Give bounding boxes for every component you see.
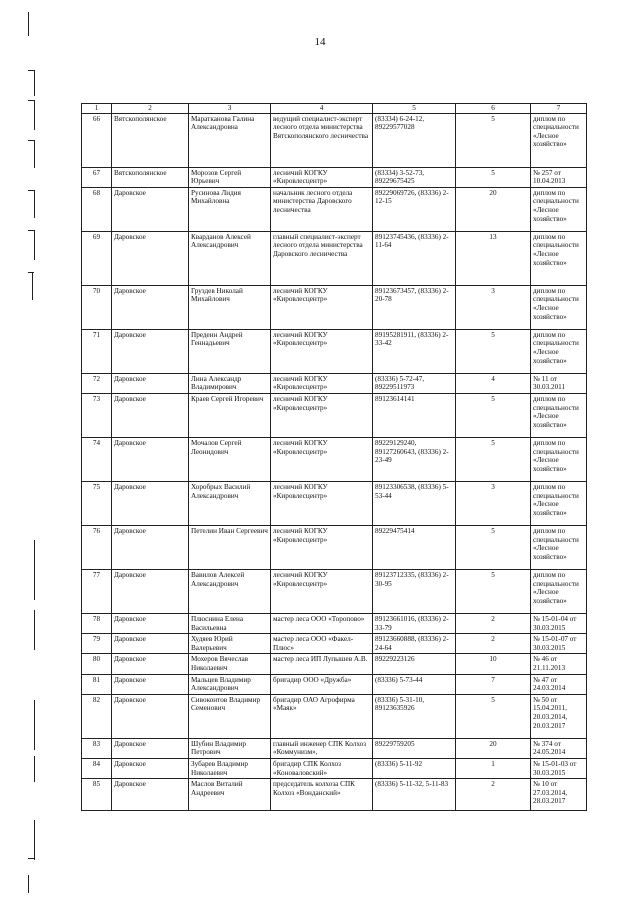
table-body — [82, 113, 587, 811]
full-name-cell: Шубин Владимир Петрович — [189, 738, 271, 758]
row-number: 74 — [82, 437, 112, 481]
table-row — [82, 758, 587, 778]
experience-cell: 5 — [456, 437, 531, 481]
phone-cell: (83336) 5-72-47, 89229511973 — [373, 373, 456, 393]
table-row — [82, 634, 587, 654]
full-name-cell: Груздев Николай Михайлович — [189, 285, 271, 329]
row-number: 73 — [82, 393, 112, 437]
table-header-row — [82, 104, 587, 114]
experience-cell: 5 — [456, 569, 531, 613]
qualification-cell: диплом по специальности «Лесное хозяйство» — [531, 231, 587, 285]
phone-cell: 89123745436, (83336) 2-11-64 — [373, 231, 456, 285]
row-number: 79 — [82, 634, 112, 654]
table-row — [82, 373, 587, 393]
column-header-5: 5 — [373, 104, 456, 114]
district-cell: Даровское — [112, 525, 189, 569]
row-number: 67 — [82, 167, 112, 187]
position-cell: мастер леса ООО «Торопово» — [271, 613, 373, 633]
phone-cell: 89123673457, (83336) 2-20-78 — [373, 285, 456, 329]
district-cell: Даровское — [112, 187, 189, 231]
full-name-cell: Плюснина Елена Васильевна — [189, 613, 271, 633]
qualification-cell: № 47 от 24.03.2014 — [531, 674, 587, 694]
full-name-cell: Краев Сергей Игоревич — [189, 393, 271, 437]
qualification-cell: диплом по специальности «Лесное хозяйство» — [531, 481, 587, 525]
district-cell: Даровское — [112, 373, 189, 393]
district-cell: Даровское — [112, 437, 189, 481]
qualification-cell: диплом по специальности «Лесное хозяйство» — [531, 187, 587, 231]
qualification-cell: № 50 от 15.04.2011, 20.03.2014, 20.03.2017 — [531, 694, 587, 738]
district-cell: Вятскополянское — [112, 113, 189, 167]
row-number: 72 — [82, 373, 112, 393]
table-row — [82, 674, 587, 694]
row-number: 81 — [82, 674, 112, 694]
full-name-cell: Русинова Лидия Михайловна — [189, 187, 271, 231]
full-name-cell: Маслов Виталий Андреевич — [189, 779, 271, 811]
position-cell: председатель колхоза СПК Колхоз «Вонданский» — [271, 779, 373, 811]
table-row — [82, 285, 587, 329]
experience-cell: 5 — [456, 113, 531, 167]
phone-cell: (83336) 5-11-92 — [373, 758, 456, 778]
position-cell: лесничий КОГКУ «Кировлесцентр» — [271, 167, 373, 187]
experience-cell: 5 — [456, 694, 531, 738]
qualification-cell: диплом по специальности «Лесное хозяйство» — [531, 569, 587, 613]
qualification-cell: диплом по специальности «Лесное хозяйство» — [531, 285, 587, 329]
table-row — [82, 231, 587, 285]
qualification-cell: № 46 от 21.11.2013 — [531, 654, 587, 674]
district-cell: Даровское — [112, 329, 189, 373]
experience-cell: 2 — [456, 613, 531, 633]
row-number: 82 — [82, 694, 112, 738]
phone-cell: (83336) 5-11-32, 5-11-83 — [373, 779, 456, 811]
table-row — [82, 167, 587, 187]
district-cell: Даровское — [112, 613, 189, 633]
table-row — [82, 654, 587, 674]
phone-cell: 89123660888, (83336) 2-24-64 — [373, 634, 456, 654]
row-number: 84 — [82, 758, 112, 778]
experience-cell: 2 — [456, 779, 531, 811]
column-header-3: 3 — [189, 104, 271, 114]
position-cell: лесничий КОГКУ «Кировлесцентр» — [271, 373, 373, 393]
phone-cell: 89195281911, (83336) 2-33-42 — [373, 329, 456, 373]
experience-cell: 5 — [456, 393, 531, 437]
district-cell: Даровское — [112, 674, 189, 694]
full-name-cell: Маратканова Галина Александровна — [189, 113, 271, 167]
page-number: 14 — [314, 36, 326, 48]
position-cell: лесничий КОГКУ «Кировлесцентр» — [271, 393, 373, 437]
phone-cell: 89229129240, 89127260643, (83336) 2-23-49 — [373, 437, 456, 481]
qualification-cell: № 11 от 30.03.2011 — [531, 373, 587, 393]
qualification-cell: № 15-01-03 от 30.03.2015 — [531, 758, 587, 778]
specialists-table — [81, 103, 587, 811]
position-cell: мастер леса ИП Лупышев А.В. — [271, 654, 373, 674]
qualification-cell: диплом по специальности «Лесное хозяйство» — [531, 113, 587, 167]
full-name-cell: Кварданов Алексей Александрович — [189, 231, 271, 285]
row-number: 77 — [82, 569, 112, 613]
table-row — [82, 113, 587, 167]
district-cell: Даровское — [112, 231, 189, 285]
position-cell: лесничий КОГКУ «Кировлесцентр» — [271, 329, 373, 373]
experience-cell: 3 — [456, 481, 531, 525]
full-name-cell: Мохеров Вячеслав Николаевич — [189, 654, 271, 674]
row-number: 75 — [82, 481, 112, 525]
full-name-cell: Сивоконтов Владимир Семенович — [189, 694, 271, 738]
column-header-1: 1 — [82, 104, 112, 114]
position-cell: бригадир ООО «Дружба» — [271, 674, 373, 694]
phone-cell: 89229475414 — [373, 525, 456, 569]
experience-cell: 7 — [456, 674, 531, 694]
phone-cell: 89123614141 — [373, 393, 456, 437]
table-row — [82, 329, 587, 373]
row-number: 68 — [82, 187, 112, 231]
column-header-4: 4 — [271, 104, 373, 114]
full-name-cell: Хоробрых Василий Александрович — [189, 481, 271, 525]
full-name-cell: Вавилов Алексей Александрович — [189, 569, 271, 613]
row-number: 70 — [82, 285, 112, 329]
phone-cell: 89229069726, (83336) 2-12-15 — [373, 187, 456, 231]
full-name-cell: Мальцев Владимир Александрович — [189, 674, 271, 694]
position-cell: лесничий КОГКУ «Кировлесцентр» — [271, 569, 373, 613]
column-header-2: 2 — [112, 104, 189, 114]
experience-cell: 4 — [456, 373, 531, 393]
district-cell: Даровское — [112, 285, 189, 329]
position-cell: начальник лесного отдела министерства Даровского лесничества — [271, 187, 373, 231]
phone-cell: 89229223126 — [373, 654, 456, 674]
position-cell: главный специалист-эксперт лесного отдела министерства Даровского лесничества — [271, 231, 373, 285]
experience-cell: 5 — [456, 167, 531, 187]
full-name-cell: Предеин Андрей Геннадьевич — [189, 329, 271, 373]
column-header-6: 6 — [456, 104, 531, 114]
experience-cell: 20 — [456, 187, 531, 231]
table-row — [82, 694, 587, 738]
phone-cell: (83334) 6-24-12, 89229577028 — [373, 113, 456, 167]
district-cell: Даровское — [112, 569, 189, 613]
table-row — [82, 779, 587, 811]
row-number: 85 — [82, 779, 112, 811]
position-cell: лесничий КОГКУ «Кировлесцентр» — [271, 525, 373, 569]
specialists-table-container — [81, 103, 586, 811]
table-row — [82, 613, 587, 633]
margin-binding-marks — [0, 0, 44, 905]
phone-cell: 89229759205 — [373, 738, 456, 758]
phone-cell: 89123712335, (83336) 2-30-95 — [373, 569, 456, 613]
qualification-cell: № 374 от 24.05.2014 — [531, 738, 587, 758]
district-cell: Вятскополянское — [112, 167, 189, 187]
position-cell: ведущий специалист-эксперт лесного отдела министерства Вятскополянского лесничества — [271, 113, 373, 167]
district-cell: Даровское — [112, 481, 189, 525]
qualification-cell: диплом по специальности «Лесное хозяйство» — [531, 437, 587, 481]
district-cell: Даровское — [112, 758, 189, 778]
position-cell: лесничий КОГКУ «Кировлесцентр» — [271, 285, 373, 329]
position-cell: мастер леса ООО «Факел-Плюс» — [271, 634, 373, 654]
row-number: 66 — [82, 113, 112, 167]
table-row — [82, 187, 587, 231]
qualification-cell: диплом по специальности «Лесное хозяйство» — [531, 329, 587, 373]
experience-cell: 13 — [456, 231, 531, 285]
experience-cell: 3 — [456, 285, 531, 329]
phone-cell: 89123661016, (83336) 2-33-79 — [373, 613, 456, 633]
full-name-cell: Лина Александр Владимирович — [189, 373, 271, 393]
qualification-cell: № 257 от 10.04.2013 — [531, 167, 587, 187]
district-cell: Даровское — [112, 393, 189, 437]
position-cell: главный инженер СПК Колхоз «Коммунизм», — [271, 738, 373, 758]
table-row — [82, 569, 587, 613]
column-header-7: 7 — [531, 104, 587, 114]
full-name-cell: Зубарев Владимир Николаевич — [189, 758, 271, 778]
phone-cell: (83336) 5-73-44 — [373, 674, 456, 694]
qualification-cell: № 10 от 27.03.2014, 28.03.2017 — [531, 779, 587, 811]
table-row — [82, 481, 587, 525]
experience-cell: 2 — [456, 634, 531, 654]
position-cell: лесничий КОГКУ «Кировлесцентр» — [271, 437, 373, 481]
phone-cell: (83336) 5-31-10, 89123635926 — [373, 694, 456, 738]
full-name-cell: Петелин Иван Сергеевич — [189, 525, 271, 569]
qualification-cell: диплом по специальности «Лесное хозяйство» — [531, 393, 587, 437]
row-number: 83 — [82, 738, 112, 758]
row-number: 80 — [82, 654, 112, 674]
full-name-cell: Мочалов Сергей Леонидович — [189, 437, 271, 481]
phone-cell: (83334) 3-52-73, 89229675425 — [373, 167, 456, 187]
experience-cell: 1 — [456, 758, 531, 778]
row-number: 76 — [82, 525, 112, 569]
row-number: 71 — [82, 329, 112, 373]
full-name-cell: Морозов Сергей Юрьевич — [189, 167, 271, 187]
qualification-cell: № 15-01-07 от 30.03.2015 — [531, 634, 587, 654]
district-cell: Даровское — [112, 738, 189, 758]
experience-cell: 5 — [456, 329, 531, 373]
experience-cell: 20 — [456, 738, 531, 758]
table-row — [82, 525, 587, 569]
qualification-cell: диплом по специальности «Лесное хозяйство» — [531, 525, 587, 569]
row-number: 69 — [82, 231, 112, 285]
district-cell: Даровское — [112, 654, 189, 674]
full-name-cell: Худяев Юрий Валерьевич — [189, 634, 271, 654]
district-cell: Даровское — [112, 694, 189, 738]
experience-cell: 10 — [456, 654, 531, 674]
position-cell: бригадир СПК Колхоз «Коноваловский» — [271, 758, 373, 778]
experience-cell: 5 — [456, 525, 531, 569]
table-row — [82, 393, 587, 437]
position-cell: лесничий КОГКУ «Кировлесцентр» — [271, 481, 373, 525]
position-cell: бригадир ОАО Агрофирма «Маяк» — [271, 694, 373, 738]
qualification-cell: № 15-01-04 от 30.03.2015 — [531, 613, 587, 633]
district-cell: Даровское — [112, 634, 189, 654]
row-number: 78 — [82, 613, 112, 633]
phone-cell: 89123306538, (83336) 5-53-44 — [373, 481, 456, 525]
table-row — [82, 437, 587, 481]
district-cell: Даровское — [112, 779, 189, 811]
table-row — [82, 738, 587, 758]
